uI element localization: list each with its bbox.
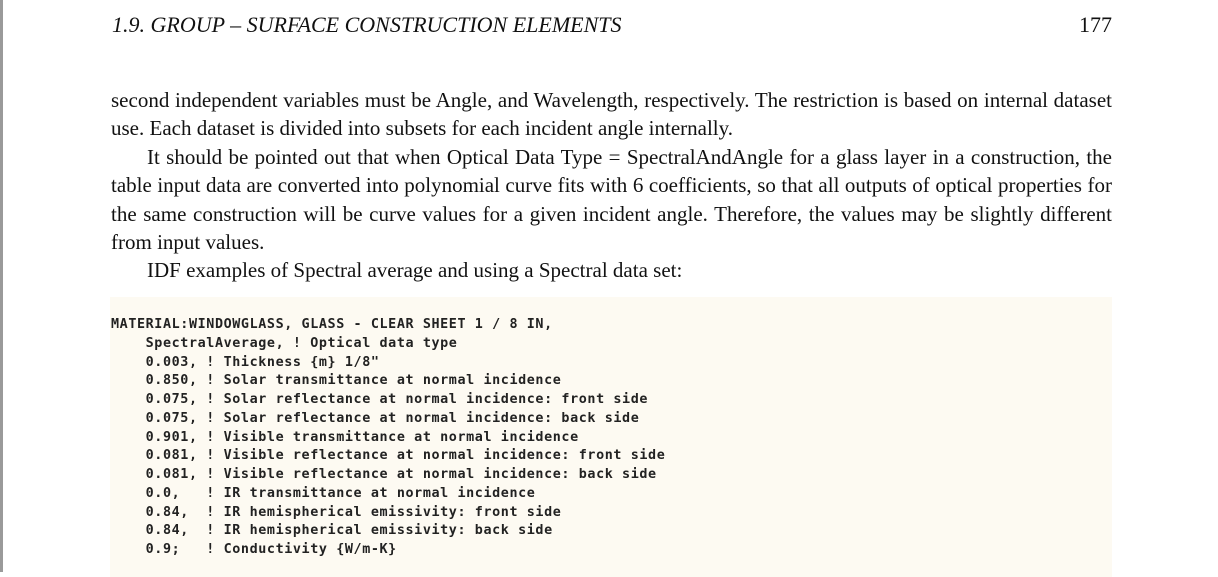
paragraph: IDF examples of Spectral average and using a Spectral data set: — [147, 258, 683, 283]
code-line: 0.9; ! Conductivity {W/m-K} — [111, 542, 397, 557]
code-line: MATERIAL:WINDOWGLASS, GLASS - CLEAR SHEET 1 / 8 IN, — [111, 317, 553, 332]
page-number: 177 — [1079, 12, 1112, 37]
running-header — [112, 12, 1112, 42]
code-line: 0.081, ! Visible reflectance at normal incidence: back side — [111, 467, 657, 482]
paragraph: It should be pointed out that when Optical Data Type = SpectralAndAngle for a glass layer in a construction, the table input data are converted into polynomial curve fits with 6 coefficients, so that all outputs of optical properties for the same construction will be curve values for a given incident angle. Therefore, the values may be slightly different from input values. — [111, 144, 1112, 255]
code-line: 0.003, ! Thickness {m} 1/8" — [111, 354, 380, 370]
viewer-left-edge — [0, 0, 3, 572]
code-line: 0.0, ! IR transmittance at normal incidence — [111, 485, 536, 501]
code-line: SpectralAverage, ! Optical data type — [111, 335, 458, 351]
code-line: 0.075, ! Solar reflectance at normal incidence: front side — [111, 392, 649, 407]
code-line: 0.081, ! Visible reflectance at normal incidence: front side — [111, 448, 666, 464]
code-listing — [111, 316, 665, 560]
code-line: 0.84, ! IR hemispherical emissivity: back side — [111, 523, 553, 539]
code-line: 0.075, ! Solar reflectance at normal incidence: back side — [111, 410, 640, 426]
section-title: 1.9. GROUP – SURFACE CONSTRUCTION ELEMENTS — [112, 12, 622, 37]
code-block — [110, 297, 1112, 577]
body-text — [111, 86, 1112, 285]
code-line: 0.84, ! IR hemispherical emissivity: front side — [111, 504, 562, 520]
code-line: 0.901, ! Visible transmittance at normal incidence — [111, 429, 579, 445]
paragraph: second independent variables must be Angle, and Wavelength, respectively. The restriction is based on internal dataset use. Each dataset is divided into subsets for each incident angle internally. — [111, 88, 1112, 141]
code-line: 0.850, ! Solar transmittance at normal incidence — [111, 373, 562, 389]
